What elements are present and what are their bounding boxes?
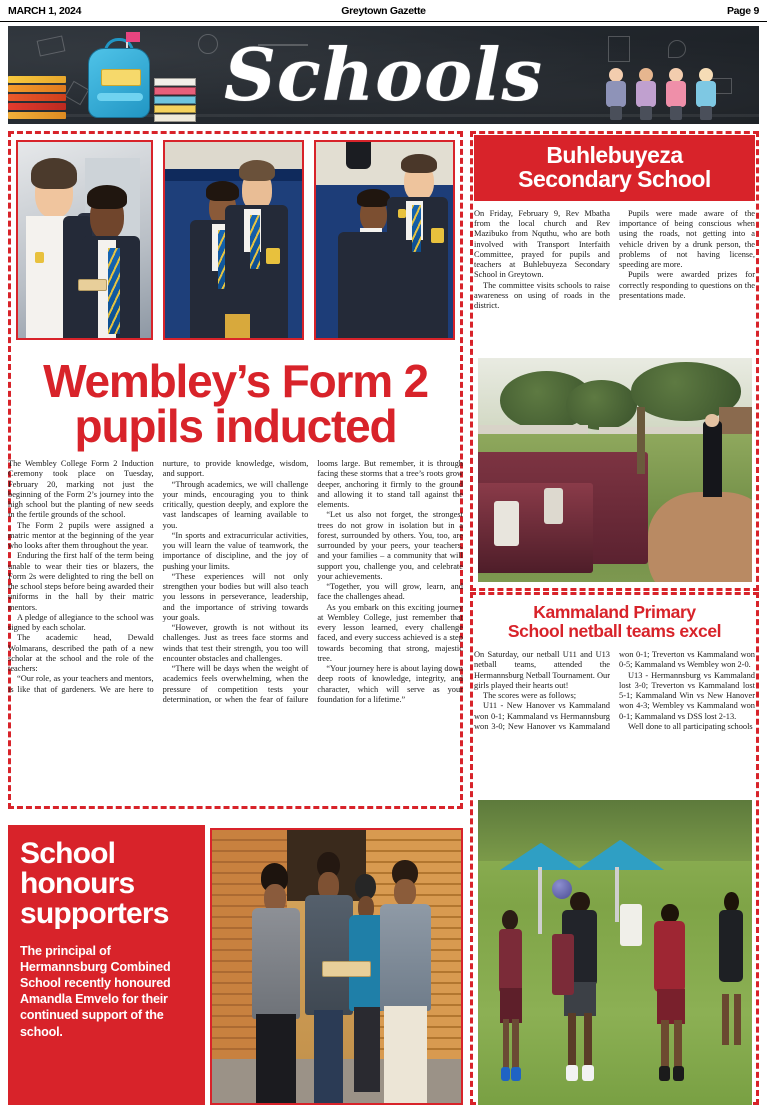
buhlebuyeza-title-line-2: Secondary School [518,165,711,192]
article-paragraph: “However, growth is not without its challenges. Just as trees face storms and winds that test their strength, you too will encounter obstacles and challenges. [162,623,309,663]
article-paragraph: On Saturday, our netball U11 and U13 netball teams, attended the Hermannsburg Netball Tournament. Our girls played their hearts out! [474,650,610,690]
award-handover-photo [210,828,463,1105]
buhlebuyeza-title-line-1: Buhlebuyeza [546,142,683,168]
article-paragraph: “These experiences will not only strengthen your bodies but will also teach you lessons in perseverance, leadership, and the importance of striving towards your goals. [162,571,309,622]
article-paragraph: “There will be days when the weight of academics feels overwhelming, when the pressure of competition tests your determination, or when the fear of failure looms large. But remember, it is through facing these storms that a tree’s roots grow deeper, anchoring it firmly to the ground and allowing it to stand tall against the elements. [162,459,463,704]
player [648,904,703,1081]
publication-title: Greytown Gazette [341,4,426,17]
article-paragraph: Well done to all participating schools [628,721,753,731]
article-paragraph: The Wembley College Form 2 Induction Ceremony took place on Tuesday, February 20, marking not just the beginning of the Form 2’s journey into the high school but the planting of new seeds in the fertile grounds of the school. [8,459,154,520]
article-paragraph: As you embark on this exciting journey at Wembley College, just remember that every lesson learned, every challenge faced, and every success achieved is a step towards becoming that strong, majestic tree. [317,602,463,663]
issue-date: MARCH 1, 2024 [8,4,82,17]
netball-title [474,596,755,646]
article-paragraph: A pledge of allegiance to the school was signed by each scholar. [8,612,154,632]
banner-title: Schools [223,32,544,117]
school-assembly-photo [478,358,752,582]
article-paragraph: Pupils were awarded prizes for correctly responding to questions on the presentations made. [619,270,755,300]
page-header [0,0,767,22]
section-banner [8,26,759,124]
article-paragraph: “Let us also not forget, the strongest trees do not grow in isolation but in a forest, surrounded by others. You, too, are surrounded by your peers, your teachers, and your families – a community that will support you, challenge you, and celebrate your achievements. [317,510,463,581]
article-paragraph: Enduring the first half of the term being unable to wear their ties or blazers, the Form 2s were delighted to ring the bell on the school steps before being awarded their uniforms in the hall by their matric mentors. [8,551,154,612]
lead-article-body [8,459,463,809]
article-paragraph: Pupils were made aware of the importance of being conscious when using the roads, not getting into a vehicle driven by a drunk person, the problems of not having license, speeding are more. [619,208,755,270]
article-paragraph: “Together, you will grow, learn, and face the challenges ahead. [317,582,463,602]
pupils-photo-1 [16,140,153,340]
page-number: Page 9 [726,4,759,17]
article-paragraph: U13 - Hermannsburg vs Kammaland lost 3-0; Treverton vs Kammaland lost 5-1; Kammaland Win vs New Hanover won 4-3; Wembley vs Kammaland won 0-1; Kammaland vs DSS lost 2-13. [619,670,755,721]
article-paragraph: The Form 2 pupils were assigned a matric mentor at the beginning of the year who looks after them throughout the year. [8,520,154,550]
article-paragraph: The committee visits schools to raise awareness on using of roads in the district. [474,280,610,311]
lead-photo-row [8,131,463,353]
netball-title-line-2: School netball teams excel [507,620,722,641]
player [492,910,541,1081]
article-paragraph: The academic head, Dewald Wolmarans, described the path of a new scholar at the school and the role of the teachers: [8,633,154,673]
netball-title-line-1: Kammaland Primary [533,602,696,622]
netball-section [474,596,755,786]
pupils-photo-2 [163,140,304,340]
honours-body: The principal of Hermannsburg Combined School recently honoured Amandla Emvelo for their continued support of the school. [20,944,171,1039]
buhlebuyeza-title [474,135,755,201]
player [714,892,752,1063]
article-paragraph: The scores were as follows; [483,691,577,701]
page-title [8,355,463,455]
article-paragraph: “Our role, as your teachers and mentors, is like that of gardeners. We are here to nurture, to provide knowledge, wisdom, and support. [8,459,309,694]
person [376,860,441,1103]
article-paragraph: “In sports and extracurricular activities, you will learn the value of teamwork, the importance of discipline, and the joy of pushing your limits. [162,530,309,571]
article-paragraph: On Friday, February 9, Rev Mbatha from the local church and Rev Mazibuko from Nquthu, who are both involved with Transport Interfaith Committee, prayed for pupils and teachers at Buhlebuyeza Secondary School in Greytown. [474,208,610,280]
article-paragraph: U11 - New Hanover vs Kammaland won 0-1; Kammaland vs Hermannsburg won 3-0; New Hanover vs Kammaland won 0-1; Treverton vs Kammaland won 0-5; Kammaland vs Wembley won 2-0. [474,650,755,731]
headline-line-1: Wembley’s Form 2 [43,355,428,407]
buhlebuyeza-section [474,135,755,327]
article-paragraph: “Through academics, we will challenge your minds, encouraging you to think critically, question deeply, and explore the vast landscapes of learning available to you. [162,479,309,530]
netball-match-photo [478,800,752,1105]
honours-section [8,825,205,1105]
article-paragraph: “Your journey here is about laying down deep roots of knowledge, integrity, and character, which will serve as your foundation for a lifetime.” [317,664,463,704]
pupils-photo-3 [314,140,455,340]
headline-line-2: pupils inducted [74,400,397,453]
honours-headline: School honours supporters [20,837,169,930]
